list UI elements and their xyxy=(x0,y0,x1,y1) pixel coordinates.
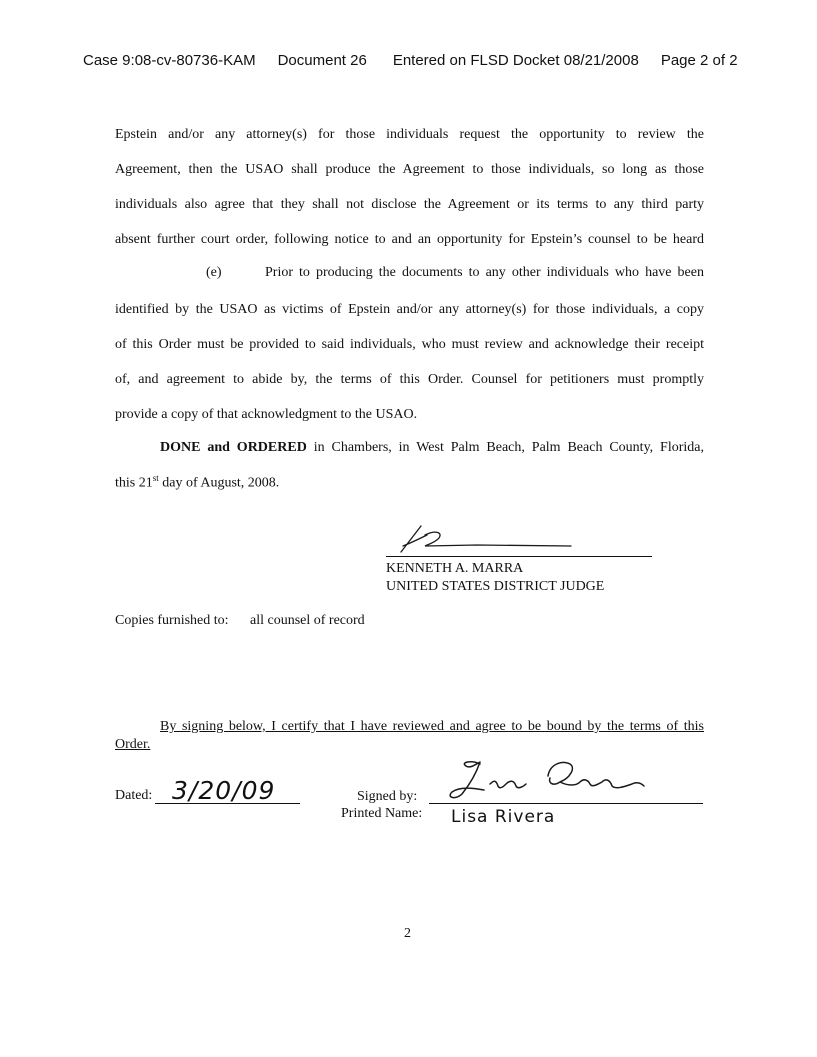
certification-text: By signing below, I certify that I have reviewed and agree to be bound by the terms of this xyxy=(160,719,704,734)
copies-label: Copies furnished to: xyxy=(115,613,229,628)
page-number: 2 xyxy=(404,926,411,941)
dated-label: Dated: xyxy=(115,788,153,803)
dated-value: 3/20/09 xyxy=(172,776,276,805)
signed-by-label: Signed by: xyxy=(357,789,418,804)
lisa-rivera-signature xyxy=(440,756,650,806)
docket-entry: Entered on FLSD Docket 08/21/2008 xyxy=(392,52,639,69)
page-indicator: Page 2 of 2 xyxy=(660,52,738,69)
judge-name: KENNETH A. MARRA xyxy=(386,561,524,576)
judge-title: UNITED STATES DISTRICT JUDGE xyxy=(386,579,605,594)
paragraph-line: of, and agreement to abide by, the terms of this Order. Counsel for petitioners must promptly xyxy=(115,372,704,387)
order-date-line: this 21st day of August, 2008. xyxy=(115,473,280,491)
certification-order: Order. xyxy=(115,737,151,752)
document-number: Document 26 xyxy=(277,52,367,69)
judge-signature xyxy=(395,522,575,556)
case-number: Case 9:08-cv-80736-KAM xyxy=(83,52,256,69)
printed-name-label: Printed Name: xyxy=(341,806,423,821)
done-ordered-line xyxy=(160,440,704,456)
paragraph-line: Agreement, then the USAO shall produce the Agreement to those individuals, so long as those xyxy=(115,162,704,177)
done-ordered-rest: in Chambers, in West Palm Beach, Palm Beach County, Florida, xyxy=(306,440,705,455)
paragraph-line: individuals also agree that they shall not disclose the Agreement or its terms to any third party xyxy=(115,197,704,212)
judge-signature-line xyxy=(386,556,652,557)
paragraph-line: Epstein and/or any attorney(s) for those individuals request the opportunity to review the xyxy=(115,127,704,142)
paragraph-line: of this Order must be provided to said individuals, who must review and acknowledge their receipt xyxy=(115,337,704,352)
paragraph-line: identified by the USAO as victims of Epstein and/or any attorney(s) for those individuals, a copy xyxy=(115,302,704,317)
item-e-label: (e) xyxy=(206,265,222,280)
done-ordered-bold: DONE and ORDERED xyxy=(160,440,307,455)
copies-value: all counsel of record xyxy=(250,613,365,628)
paragraph-line: absent further court order, following notice to and an opportunity for Epstein’s counsel to be heard xyxy=(115,232,704,247)
paragraph-line: provide a copy of that acknowledgment to the USAO. xyxy=(115,407,418,422)
printed-name-value: Lisa Rivera xyxy=(451,807,556,827)
item-e-first-line: Prior to producing the documents to any other individuals who have been xyxy=(265,265,704,280)
case-header xyxy=(83,52,738,69)
